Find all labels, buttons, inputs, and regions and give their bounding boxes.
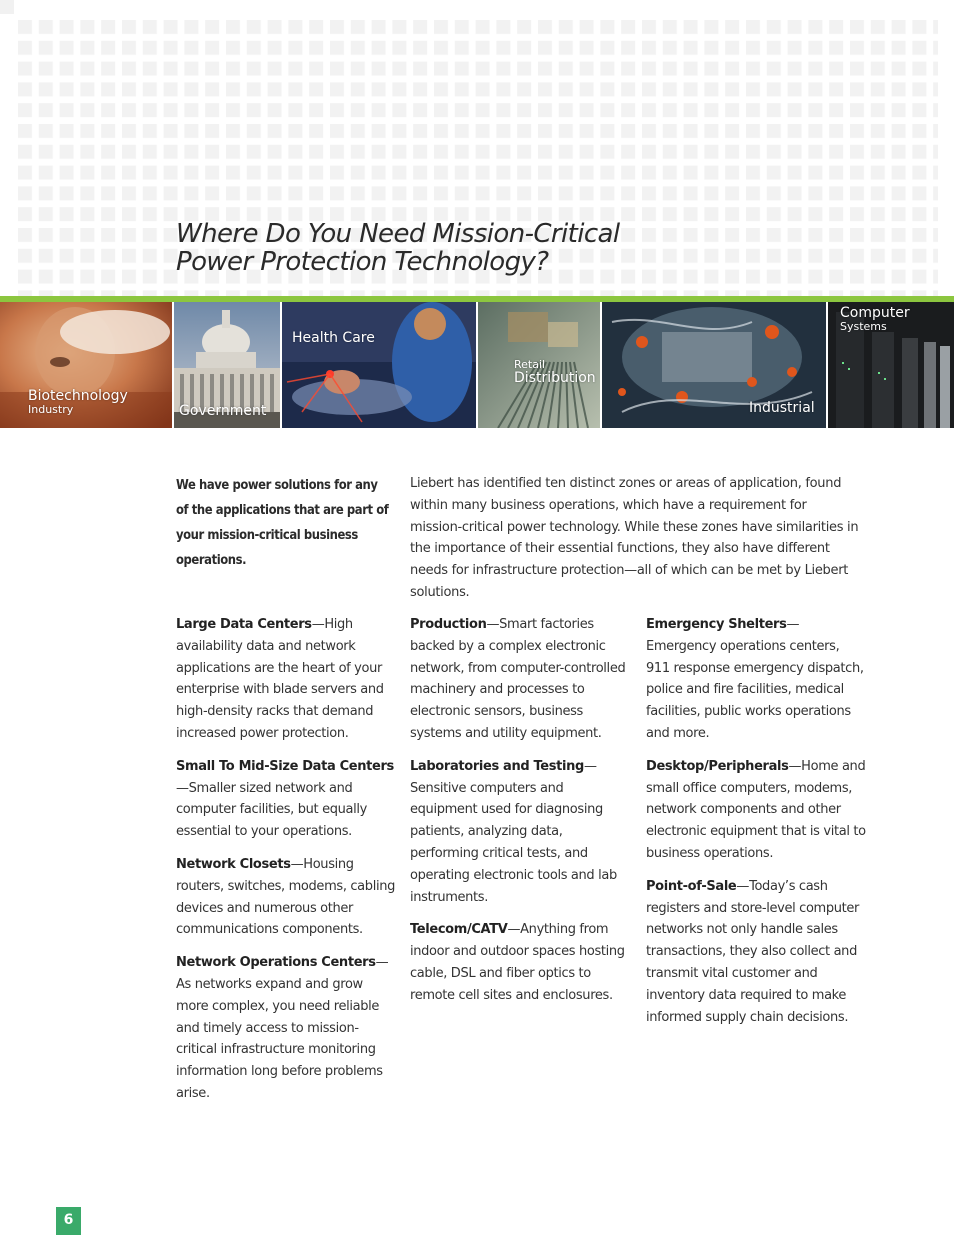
photo-industrial [602, 302, 826, 428]
photo-sublabel-systems: Systems [840, 320, 887, 333]
photo-retail-distribution [478, 302, 600, 428]
photo-label-health-care: Health Care [292, 330, 375, 346]
zone-entry: Production—Smart factories backed by a complex electronic network, from computer-controlled machinery and processes to electronic sensors, business systems and utility equipment. [410, 617, 626, 741]
photo-sublabel-biotechnology: Industry [28, 403, 74, 416]
photo-label-government: Government [179, 403, 267, 419]
zone-term: Network Closets [176, 856, 291, 872]
zone-entry: Large Data Centers—High availability data and network applications are the heart of your enterprise with blade servers and high-density racks that demand increased power protection. [176, 617, 384, 741]
photo-computer-systems [828, 302, 954, 428]
zone-description: As networks expand and grow more complex, you need reliable and timely access to mission-critical infrastructure monitoring information long before problems arise. [176, 976, 383, 1101]
intro-lead: We have power solutions for any of the applications that are part of your mission-critical business operations. [176, 477, 389, 568]
zone-term: Small To Mid-Size Data Centers [176, 758, 394, 774]
zone-entry: Network Operations Centers—As networks expand and grow more complex, you need reliable and timely access to mission-critical infrastructure monitoring information long before problems arise. [176, 955, 389, 1101]
zone-term: Point-of-Sale [646, 878, 737, 894]
page-title-line-1: Where Do You Need Mission-Critical [176, 219, 620, 249]
health-care-image [282, 302, 476, 428]
intro-body: Liebert has identified ten distinct zones or areas of application, found within many business operations, which have a requirement for mission-critical power technology. While these zones have similarities in the importance of their essential functions, they also have different needs for infrastructure protection—all of which can be met by Liebert solutions. [410, 476, 859, 600]
zone-term: Network Operations Centers [176, 955, 376, 971]
zone-entry: Small To Mid-Size Data Centers—Smaller sized network and computer facilities, but equally essential to your operations. [176, 758, 394, 840]
zone-term: Desktop/Peripherals [646, 758, 789, 774]
zone-description: Anything from indoor and outdoor spaces hosting cable, DSL and fiber optics to remote cell sites and enclosures. [410, 922, 625, 1003]
zone-entry: Desktop/Peripherals—Home and small office computers, modems, network components and other electronic equipment that is vital to business operations. [646, 758, 866, 861]
zone-entry: Telecom/CATV—Anything from indoor and outdoor spaces hosting cable, DSL and fiber optics to remote cell sites and enclosures. [410, 922, 625, 1003]
zone-entry: Network Closets—Housing routers, switches, modems, cabling devices and numerous other communications components. [176, 856, 396, 938]
photo-label-distribution: Distribution [514, 370, 596, 386]
page-number: 6 [56, 1207, 81, 1235]
photo-label-industrial: Industrial [749, 400, 815, 416]
zone-description: Today’s cash registers and store-level computer networks not only handle sales transactions, they also collect and transmit vital customer and inventory data required to make informed supply chain decisions. [646, 878, 860, 1025]
zone-entry: Laboratories and Testing—Sensitive computers and equipment used for diagnosing patients, analyzing data, performing critical tests, and operating electronic tools and lab instruments. [410, 758, 617, 905]
photo-biotechnology [0, 302, 172, 428]
zone-description: Housing routers, switches, modems, cabling devices and numerous other communications components. [176, 856, 396, 938]
zone-term: Emergency Shelters [646, 617, 787, 632]
photo-sublabel-retail: Retail [514, 358, 546, 371]
zone-description: Smart factories backed by a complex electronic network, from computer-controlled machinery and processes to electronic sensors, business systems and utility equipment. [410, 617, 626, 741]
zone-description: High availability data and network applications are the heart of your enterprise with blade servers and high-density racks that demand increased power protection. [176, 617, 384, 741]
zone-term: Telecom/CATV [410, 922, 508, 938]
zone-term: Production [410, 617, 487, 632]
zones-column-3 [646, 614, 866, 1039]
zone-description: Emergency operations centers, 911 response emergency dispatch, police and fire facilities, medical facilities, public works operations and more. [646, 638, 864, 741]
zone-entry: Emergency Shelters—Emergency operations centers, 911 response emergency dispatch, police and fire facilities, medical facilities, public works operations and more. [646, 617, 864, 741]
zone-description: Sensitive computers and equipment used for diagnosing patients, analyzing data, performing critical tests, and operating electronic tools and lab instruments. [410, 780, 617, 905]
zone-description: Home and small office computers, modems, network components and other electronic equipment that is vital to business operations. [646, 758, 866, 861]
photo-label-computer: Computer [840, 305, 910, 321]
zone-term: Large Data Centers [176, 617, 312, 632]
zone-term: Laboratories and Testing [410, 758, 584, 774]
photo-label-biotechnology: Biotechnology [28, 388, 128, 404]
photo-government [174, 302, 280, 428]
page-title-line-2: Power Protection Technology? [176, 247, 549, 277]
zones-column-2 [410, 614, 630, 1018]
zones-column-1 [176, 614, 396, 1116]
page-title [176, 220, 620, 276]
zone-entry: Point-of-Sale—Today’s cash registers and store-level computer networks not only handle sales transactions, they also collect and transmit vital customer and inventory data required to make informed supply chain decisions. [646, 878, 860, 1025]
application-photo-strip [0, 302, 954, 428]
photo-health-care [282, 302, 476, 428]
zone-description: Smaller sized network and computer facilities, but equally essential to your operations. [176, 780, 367, 840]
